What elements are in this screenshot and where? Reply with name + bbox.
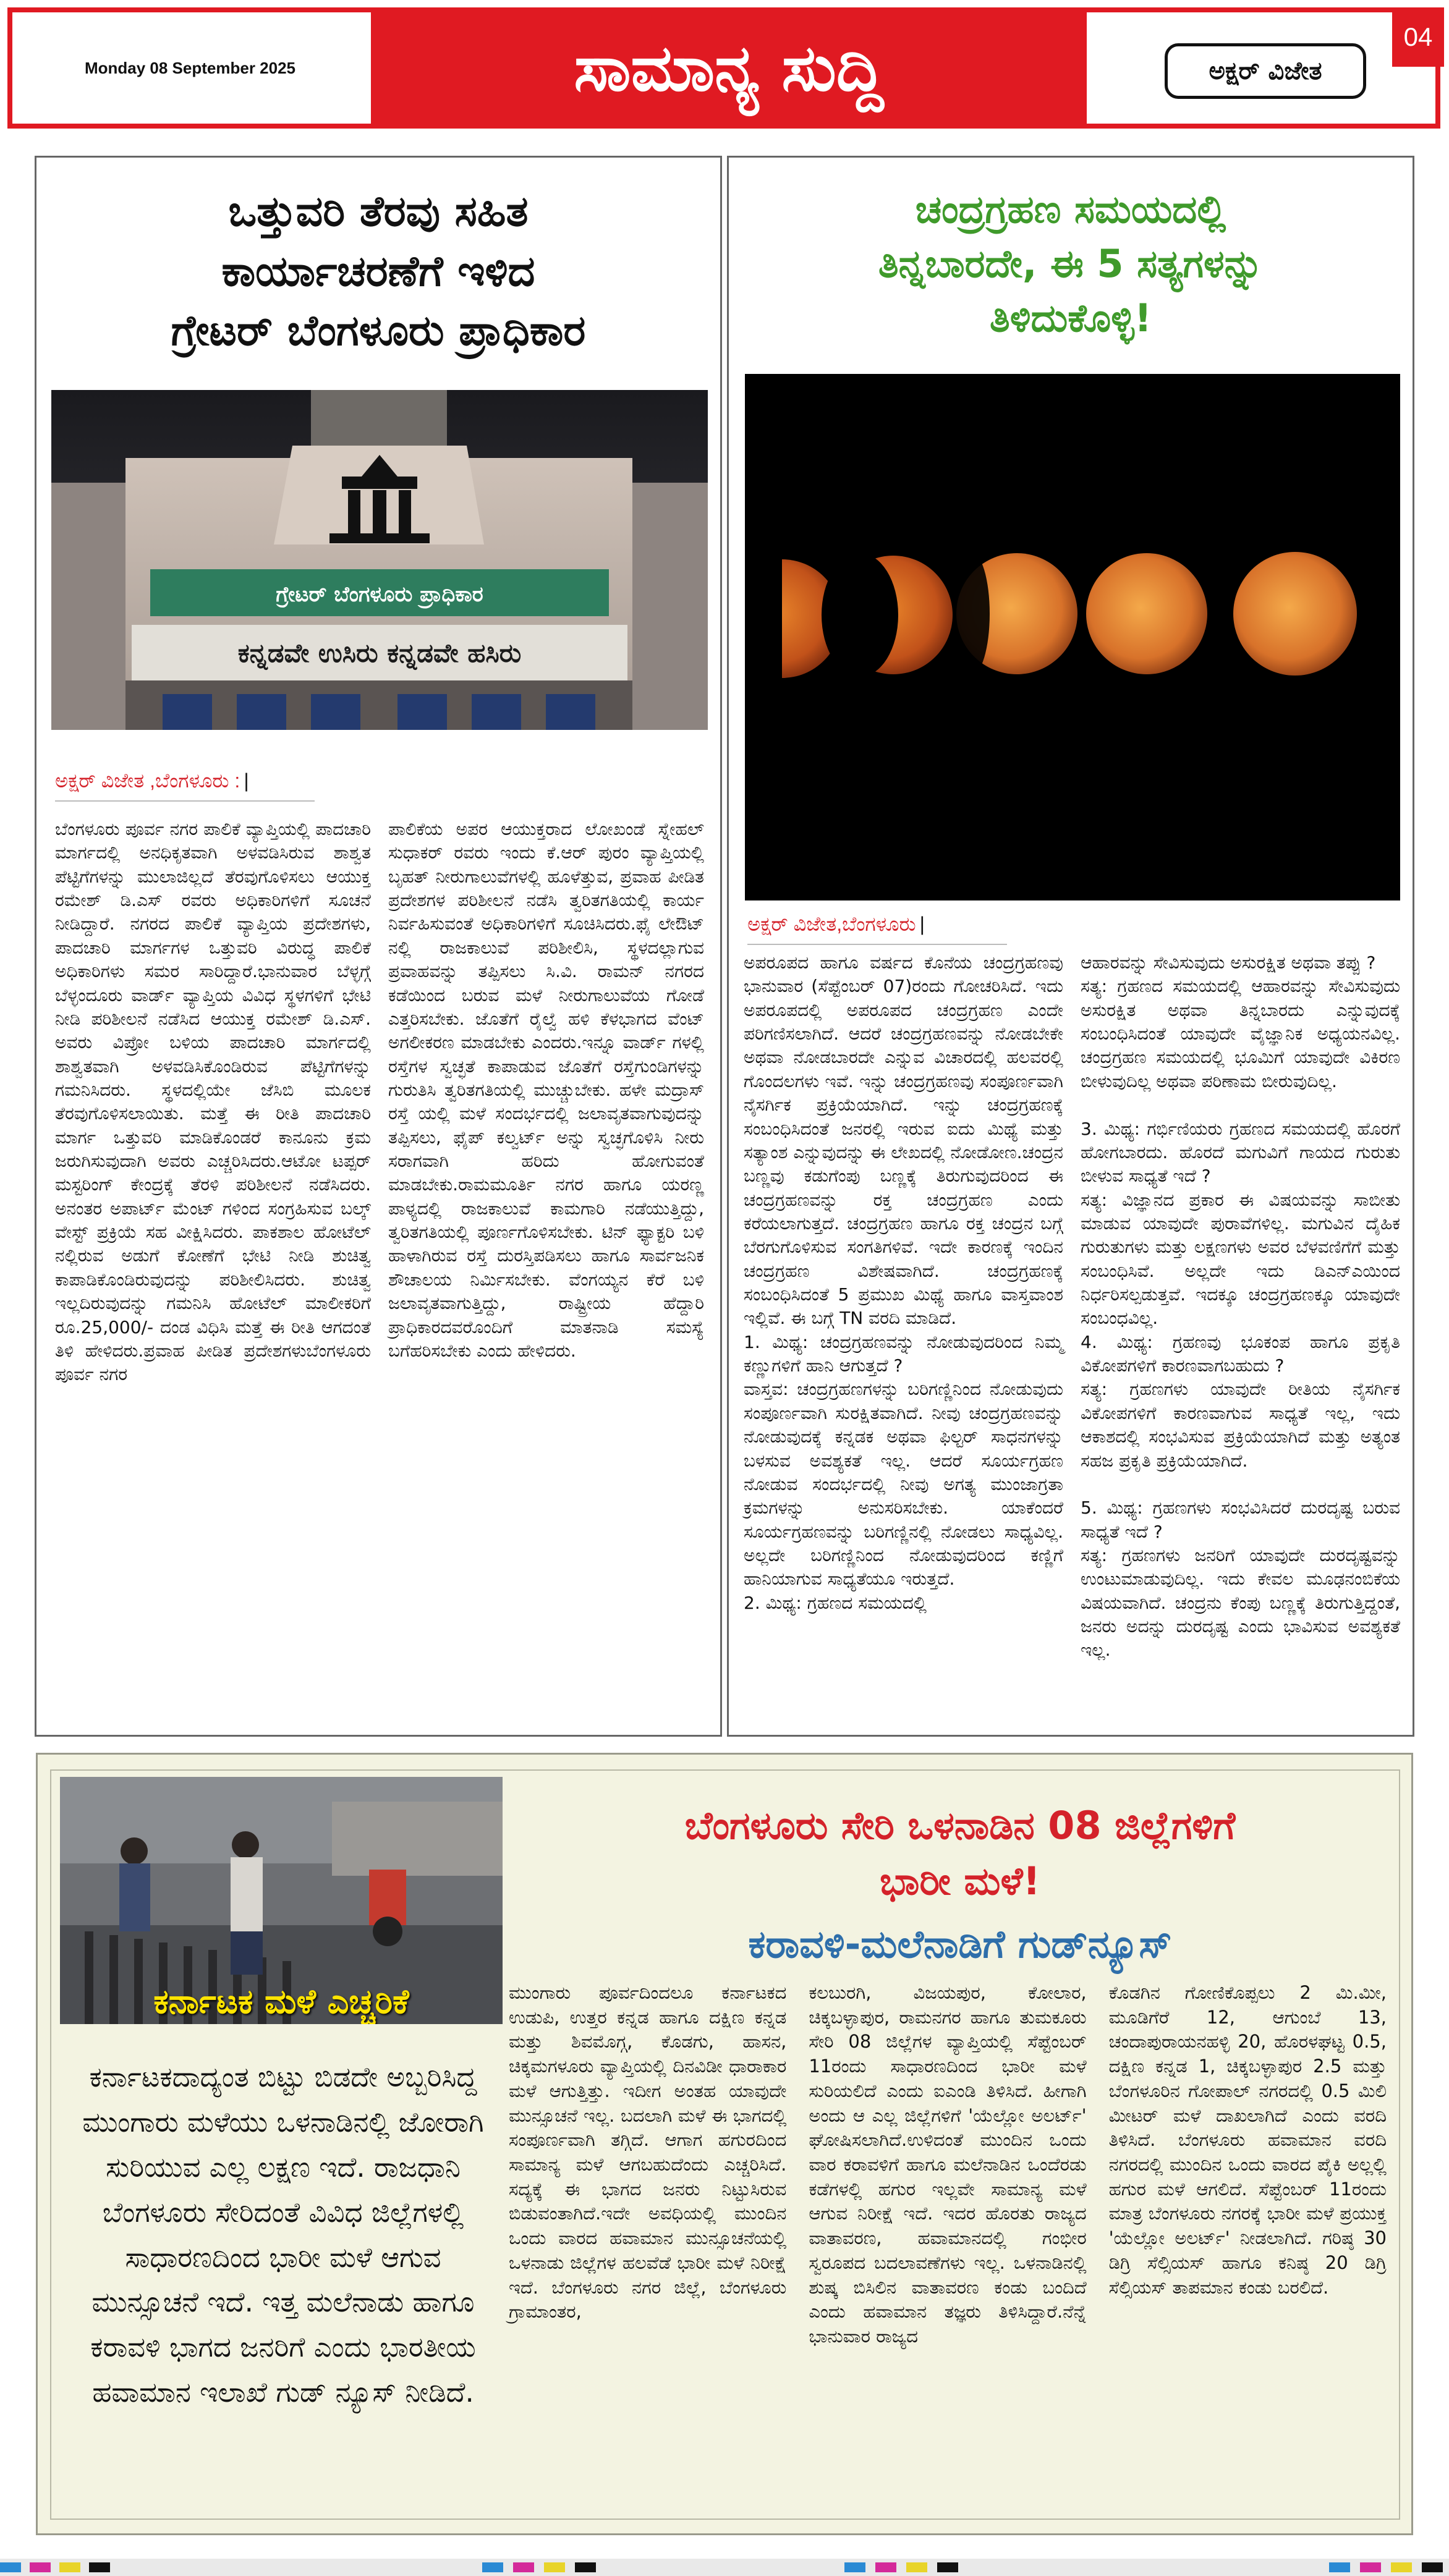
masthead <box>7 7 1440 129</box>
rain-summary: ಕರ್ನಾಟಕದಾದ್ಯಂತ ಬಿಟ್ಟು ಬಿಡದೇ ಅಬ್ಬರಿಸಿದ್ದ ಮುಂಗಾರು ಮಳೆಯು ಒಳನಾಡಿನಲ್ಲಿ ಜೋರಾಗಿ ಸುರಿಯುವ ಎಲ್ಲ ಲಕ್ಷಣ ಇದೆ. ರಾಜಧಾನಿ ಬೆಂಗಳೂರು ಸೇರಿದಂತೆ ವಿವಿಧ ಜಿಲ್ಲೆಗಳಲ್ಲಿ ಸಾಧಾರಣದಿಂದ ಭಾರೀ ಮಳೆ ಆಗುವ ಮುನ್ಸೂಚನೆ ಇದೆ. ಇತ್ತ ಮಲೆನಾಡು ಹಾಗೂ ಕರಾವಳಿ ಭಾಗದ ಜನರಿಗೆ ಎಂದು ಭಾರತೀಯ ಹವಾಮಾನ ಇಲಾಖೆ ಗುಡ್ ನ್ಯೂಸ್ ನೀಡಿದೆ. <box>82 2061 484 2409</box>
body-column-2: ಆಹಾರವನ್ನು ಸೇವಿಸುವುದು ಅಸುರಕ್ಷಿತ ಅಥವಾ ತಪ್ಪು ? ಸತ್ಯ: ಗ್ರಹಣದ ಸಮಯದಲ್ಲಿ ಆಹಾರವನ್ನು ಸೇವಿಸುವುದು ಅಸುರಕ್ಷಿತ ಅಥವಾ ತಿನ್ನಬಾರದು ಎನ್ನುವುದಕ್ಕೆ ಸಂಬಂಧಿಸಿದಂತೆ ಯಾವುದೇ ವೈಜ್ಞಾನಿಕ ಅಧ್ಯಯನವಿಲ್ಲ. ಚಂದ್ರಗ್ರಹಣ ಸಮಯದಲ್ಲಿ ಭೂಮಿಗೆ ಯಾವುದೇ ವಿಕಿರಣ ಬೀಳುವುದಿಲ್ಲ ಅಥವಾ ಪರಿಣಾಮ ಬೀರುವುದಿಲ್ಲ. 3. ಮಿಥ್ಯ: ಗರ್ಭಿಣಿಯರು ಗ್ರಹಣದ ಸಮಯದಲ್ಲಿ ಹೊರಗೆ ಹೋಗಬಾರದು. ಹೊರದೆ ಮಗುವಿಗೆ ಗಾಯದ ಗುರುತು ಬೀಳುವ ಸಾಧ್ಯತೆ ಇದೆ ? ಸತ್ಯ: ವಿಜ್ಞಾನದ ಪ್ರಕಾರ ಈ ವಿಷಯವನ್ನು ಸಾಬೀತು ಮಾಡುವ ಯಾವುದೇ ಪುರಾವೆಗಳಿಲ್ಲ. ಮಗುವಿನ ದೈಹಿಕ ಗುರುತುಗಳು ಮತ್ತು ಲಕ್ಷಣಗಳು ಅವರ ಬೆಳವಣಿಗೆಗೆ ಮತ್ತು ಸಂಬಂಧಿಸಿವೆ. ಅಲ್ಲದೇ ಇದು ಡಿಎನ್ಎಯಿಂದ ನಿರ್ಧರಿಸಲ್ಪಡುತ್ತವೆ. ಇದಕ್ಕೂ ಚಂದ್ರಗ್ರಹಣಕ್ಕೂ ಯಾವುದೇ ಸಂಬಂಧವಿಲ್ಲ. 4. ಮಿಥ್ಯ: ಗ್ರಹಣವು ಭೂಕಂಪ ಹಾಗೂ ಪ್ರಕೃತಿ ವಿಕೋಪಗಳಿಗೆ ಕಾರಣವಾಗಬಹುದು ? ಸತ್ಯ: ಗ್ರಹಣಗಳು ಯಾವುದೇ ರೀತಿಯ ನೈಸರ್ಗಿಕ ವಿಕೋಪಗಳಿಗೆ ಕಾರಣವಾಗುವ ಸಾಧ್ಯತೆ ಇಲ್ಲ, ಇದು ಆಕಾಶದಲ್ಲಿ ಸಂಭವಿಸುವ ಪ್ರಕ್ರಿಯೆಯಾಗಿದೆ ಮತ್ತು ಅತ್ಯಂತ ಸಹಜ ಪ್ರಕೃತಿ ಪ್ರಕ್ರಿಯೆಯಾಗಿದೆ. 5. ಮಿಥ್ಯ: ಗ್ರಹಣಗಳು ಸಂಭವಿಸಿದರೆ ದುರದೃಷ್ಟ ಬರುವ ಸಾಧ್ಯತೆ ಇದೆ ? ಸತ್ಯ: ಗ್ರಹಣಗಳು ಜನರಿಗೆ ಯಾವುದೇ ದುರದೃಷ್ಟವನ್ನು ಉಂಟುಮಾಡುವುದಿಲ್ಲ. ಇದು ಕೇವಲ ಮೂಢನಂಬಿಕೆಯ ವಿಷಯವಾಗಿದೆ. ಚಂದ್ರನು ಕೆಂಪು ಬಣ್ಣಕ್ಕೆ ತಿರುಗುತ್ತಿದ್ದಂತೆ, ಜನರು ಅದನ್ನು ದುರದೃಷ್ಟ ಎಂದು ಭಾವಿಸುವ ಅವಶ್ಯಕತೆ ಇಲ್ಲ. <box>1081 952 1400 1661</box>
article-rain-alert <box>36 1753 1413 2535</box>
rain-street-photo <box>60 1777 503 2024</box>
body-column-2: ಕಲಬುರಗಿ, ವಿಜಯಪುರ, ಕೋಲಾರ, ಚಿಕ್ಕಬಳ್ಳಾಪುರ, ರಾಮನಗರ ಹಾಗೂ ತುಮಕೂರು ಸೇರಿ 08 ಜಿಲ್ಲೆಗಳ ವ್ಯಾಪ್ತಿಯಲ್ಲಿ ಸೆಪ್ಟೆಂಬರ್ 11ರಂದು ಸಾಧಾರಣದಿಂದ ಭಾರೀ ಮಳೆ ಸುರಿಯಲಿದೆ ಎಂದು ಐಎಂಡಿ ತಿಳಿಸಿದೆ. ಹೀಗಾಗಿ ಅಂದು ಆ ಎಲ್ಲ ಜಿಲ್ಲೆಗಳಿಗೆ 'ಯೆಲ್ಲೋ ಅಲರ್ಟ್' ಘೋಷಿಸಲಾಗಿದೆ.ಉಳಿದಂತೆ ಮುಂದಿನ ಒಂದು ವಾರ ಕರಾವಳಿಗೆ ಹಾಗೂ ಮಲೆನಾಡಿನ ಒಂದೆರಡು ಕಡೆಗಳಲ್ಲಿ ಹಗುರ ಇಲ್ಲವೇ ಸಾಮಾನ್ಯ ಮಳೆ ಆಗುವ ನಿರೀಕ್ಷೆ ಇದೆ. ಇದರ ಹೊರತು ರಾಜ್ಯದ ವಾತಾವರಣ, ಹವಾಮಾನದಲ್ಲಿ ಗಂಭೀರ ಸ್ವರೂಪದ ಬದಲಾವಣೆಗಳು ಇಲ್ಲ. ಒಳನಾಡಿನಲ್ಲಿ ಶುಷ್ಕ ಬಿಸಿಲಿನ ವಾತಾವರಣ ಕಂಡು ಬಂದಿದೆ ಎಂದು ಹವಾಮಾನ ತಜ್ಞರು ತಿಳಿಸಿದ್ದಾರೆ.ನೆನ್ನೆ ಭಾನುವಾರ ರಾಜ್ಯದ <box>809 1982 1087 2347</box>
article-inner-frame <box>50 1769 1400 2520</box>
body-column-1: ಅಪರೂಪದ ಹಾಗೂ ವರ್ಷದ ಕೊನೆಯ ಚಂದ್ರಗ್ರಹಣವು ಭಾನುವಾರ (ಸೆಪ್ಟೆಂಬರ್ 07)ರಂದು ಗೋಚರಿಸಿದೆ. ಇದು ಅಪರೂಪದಲ್ಲಿ ಅಪರೂಪದ ಚಂದ್ರಗ್ರಹಣ ಎಂದೇ ಪರಿಗಣಿಸಲಾಗಿದೆ. ಆದರೆ ಚಂದ್ರಗ್ರಹಣವನ್ನು ನೋಡಬೇಕೇ ಅಥವಾ ನೋಡಬಾರದೇ ಎನ್ನುವ ವಿಚಾರದಲ್ಲಿ ಹಲವರಲ್ಲಿ ಗೊಂದಲಗಳು ಇವೆ. ಇನ್ನು ಚಂದ್ರಗ್ರಹಣವು ಸಂಪೂರ್ಣವಾಗಿ ನೈಸರ್ಗಿಕ ಪ್ರಕ್ರಿಯೆಯಾಗಿದೆ. ಇನ್ನು ಚಂದ್ರಗ್ರಹಣಕ್ಕೆ ಸಂಬಂಧಿಸಿದಂತೆ ಜನರಲ್ಲಿ ಇರುವ ಐದು ಮಿಥ್ಯೆ ಮತ್ತು ಸತ್ಯಾಂಶ ಎನ್ನುವುದನ್ನು ಈ ಲೇಖದಲ್ಲಿ ನೋಡೋಣ.ಚಂದ್ರನ ಬಣ್ಣವು ಕಡುಗೆಂಪು ಬಣ್ಣಕ್ಕೆ ತಿರುಗುವುದರಿಂದ ಈ ಚಂದ್ರಗ್ರಹಣವನ್ನು ರಕ್ತ ಚಂದ್ರಗ್ರಹಣ ಎಂದು ಕರೆಯಲಾಗುತ್ತದೆ. ಚಂದ್ರಗ್ರಹಣ ಹಾಗೂ ರಕ್ತ ಚಂದ್ರನ ಬಗ್ಗೆ ಬೆರಗುಗೊಳಿಸುವ ಸಂಗತಿಗಳಿವೆ. ಇದೇ ಕಾರಣಕ್ಕೆ ಇಂದಿನ ಚಂದ್ರಗ್ರಹಣ ವಿಶೇಷವಾಗಿದೆ. ಚಂದ್ರಗ್ರಹಣಕ್ಕೆ ಸಂಬಂಧಿಸಿದಂತೆ 5 ಪ್ರಮುಖ ಮಿಥ್ಯೆ ಹಾಗೂ ವಾಸ್ತವಾಂಶ ಇಲ್ಲಿವೆ. ಈ ಬಗ್ಗೆ TN ವರದಿ ಮಾಡಿದೆ. 1. ಮಿಥ್ಯ: ಚಂದ್ರಗ್ರಹಣವನ್ನು ನೋಡುವುದರಿಂದ ನಿಮ್ಮ ಕಣ್ಣುಗಳಿಗೆ ಹಾನಿ ಆಗುತ್ತದೆ ? ವಾಸ್ತವ: ಚಂದ್ರಗ್ರಹಣಗಳನ್ನು ಬರಿಗಣ್ಣಿನಿಂದ ನೋಡುವುದು ಸಂಪೂರ್ಣವಾಗಿ ಸುರಕ್ಷಿತವಾಗಿದೆ. ನೀವು ಚಂದ್ರಗ್ರಹಣವನ್ನು ನೋಡುವುದಕ್ಕೆ ಕನ್ನಡಕ ಅಥವಾ ಫಿಲ್ಟರ್ ಸಾಧನಗಳನ್ನು ಬಳಸುವ ಅವಶ್ಯಕತೆ ಇಲ್ಲ. ಆದರೆ ಸೂರ್ಯಗ್ರಹಣ ನೋಡುವ ಸಂದರ್ಭದಲ್ಲಿ ನೀವು ಅಗತ್ಯ ಮುಂಜಾಗ್ರತಾ ಕ್ರಮಗಳನ್ನು ಅನುಸರಿಸಬೇಕು. ಯಾಕೆಂದರೆ ಸೂರ್ಯಗ್ರಹಣವನ್ನು ಬರಿಗಣ್ಣಿನಲ್ಲಿ ನೋಡಲು ಸಾಧ್ಯವಿಲ್ಲ. ಅಲ್ಲದೇ ಬರಿಗಣ್ಣಿನಿಂದ ನೋಡುವುದರಿಂದ ಕಣ್ಣಿಗೆ ಹಾನಿಯಾಗುವ ಸಾಧ್ಯತೆಯೂ ಇರುತ್ತದೆ. 2. ಮಿಥ್ಯ: ಗ್ರಹಣದ ಸಮಯದಲ್ಲಿ <box>744 952 1063 1613</box>
sign-line-1: ಗ್ರೇಟರ್ ಬೆಂಗಳೂರು ಪ್ರಾಧಿಕಾರ <box>276 582 483 607</box>
page-number: 04 <box>1392 7 1444 67</box>
issue-date: Monday 08 September 2025 <box>84 58 296 77</box>
body-column-3: ಕೊಡಗಿನ ಗೋಣಿಕೊಪ್ಪಲು 2 ಮಿ.ಮೀ, ಮೂಡಿಗೆರೆ 12, ಆಗುಂಬೆ 13, ಚಂದಾಪುರಾಯನಹಳ್ಳಿ 20, ಹೊರಳಘಟ್ಟ 0.5, ದಕ್ಷಿಣ ಕನ್ನಡ 1, ಚಿಕ್ಕಬಳ್ಳಾಪುರ 2.5 ಮತ್ತು ಬೆಂಗಳೂರಿನ ಗೋಪಾಲ್ ನಗರದಲ್ಲಿ 0.5 ಮಿಲಿ ಮೀಟರ್ ಮಳೆ ದಾಖಲಾಗಿದೆ ಎಂದು ವರದಿ ತಿಳಿಸಿದೆ. ಬೆಂಗಳೂರು ಹವಾಮಾನ ವರದಿ ನಗರದಲ್ಲಿ ಮುಂದಿನ ಒಂದು ವಾರದ ಪೈಕಿ ಅಲ್ಲಲ್ಲಿ ಹಗುರ ಮಳೆ ಆಗಲಿದೆ. ಸೆಪ್ಟೆಂಬರ್ 11ರಂದು ಮಾತ್ರ ಬೆಂಗಳೂರು ನಗರಕ್ಕೆ ಭಾರೀ ಮಳೆ ಪ್ರಯುಕ್ತ 'ಯೆಲ್ಲೋ ಅಲರ್ಟ್' ನೀಡಲಾಗಿದೆ. ಗರಿಷ್ಠ 30 ಡಿಗ್ರಿ ಸೆಲ್ಸಿಯಸ್ ಹಾಗೂ ಕನಿಷ್ಠ 20 ಡಿಗ್ರಿ ಸೆಲ್ಸಿಯಸ್ ತಾಪಮಾನ ಕಂಡು ಬರಲಿದೆ. <box>1108 1982 1387 2298</box>
article-byline: ಅಕ್ಷರ್ ವಿಜೇತ ,ಬೆಂಗಳೂರು : | <box>55 769 249 792</box>
article-headline: ಒತ್ತುವರಿ ತೆರವು ಸಹಿತ ಕಾರ್ಯಾಚರಣೆಗೆ ಇಳಿದ ಗ್ರೇಟರ್ ಬೆಂಗಳೂರು ಪ್ರಾಧಿಕಾರ <box>171 187 586 356</box>
image-caption: ಕರ್ನಾಟಕ ಮಳೆ ಎಚ್ಚರಿಕೆ <box>153 1982 409 2021</box>
rain-headline <box>533 1798 1387 1909</box>
article-body <box>744 951 1400 1663</box>
article-lunar-eclipse <box>727 156 1414 1737</box>
rain-headline-line-2: ಭಾರೀ ಮಳೆ! <box>880 1858 1040 1904</box>
newspaper-title: ಸಾಮಾನ್ಯ ಸುದ್ದಿ <box>371 12 1087 124</box>
byline-rule <box>747 944 1007 945</box>
print-registration-marks <box>0 2559 1449 2576</box>
rain-headline-line-1: ಬೆಂಗಳೂರು ಸೇರಿ ಒಳನಾಡಿನ 08 ಜಿಲ್ಲೆಗಳಿಗೆ <box>684 1803 1236 1848</box>
body-column-1: ಬೆಂಗಳೂರು ಪೂರ್ವ ನಗರ ಪಾಲಿಕೆ ವ್ಯಾಪ್ತಿಯಲ್ಲಿ ಪಾದಚಾರಿ ಮಾರ್ಗದಲ್ಲಿ ಅನಧಿಕೃತವಾಗಿ ಅಳವಡಿಸಿರುವ ಶಾಶ್ವತ ಪೆಟ್ಟಿಗೆಗಳನ್ನು ಮುಲಾಜಿಲ್ಲದೆ ತೆರವುಗೊಳಿಸಲು ಆಯುಕ್ತ ರಮೇಶ್ ಡಿ.ಎಸ್ ರವರು ಅಧಿಕಾರಿಗಳಿಗೆ ಸೂಚನೆ ನೀಡಿದ್ದಾರೆ. ನಗರದ ಪಾಲಿಕೆ ವ್ಯಾಪ್ತಿಯ ಪ್ರದೇಶಗಳು, ಪಾದಚಾರಿ ಮಾರ್ಗಗಳ ಒತ್ತುವರಿ ವಿರುದ್ಧ ಪಾಲಿಕೆ ಅಧಿಕಾರಿಗಳು ಸಮರ ಸಾರಿದ್ದಾರೆ.ಭಾನುವಾರ ಬೆಳ್ಳಗ್ಗೆ ಬೆಳ್ಳಂದೂರು ವಾರ್ಡ್ ವ್ಯಾಪ್ತಿಯ ವಿವಿಧ ಸ್ಥಳಗಳಿಗೆ ಭೇಟಿ ನೀಡಿ ಪರಿಶೀಲನೆ ನಡೆಸಿದ ಆಯುಕ್ತ ರಮೇಶ್ ಡಿ.ಎಸ್. ಅವರು ವಿಪ್ರೋ ಬಳಿಯ ಪಾದಚಾರಿ ಮಾರ್ಗದಲ್ಲಿ ಶಾಶ್ವತವಾಗಿ ಅಳವಡಿಸಿಕೊಂಡಿರುವ ಪೆಟ್ಟಿಗೆಗಳನ್ನು ಗಮನಿಸಿದರು. ಸ್ಥಳದಲ್ಲಿಯೇ ಜೆಸಿಬಿ ಮೂಲಕ ತೆರವುಗೊಳಿಸಲಾಯಿತು. ಮತ್ತೆ ಈ ರೀತಿ ಪಾದಚಾರಿ ಮಾರ್ಗ ಒತ್ತುವರಿ ಮಾಡಿಕೊಂಡರೆ ಕಾನೂನು ಕ್ರಮ ಜರುಗಿಸುವುದಾಗಿ ಅವರು ಎಚ್ಚರಿಸಿದರು.ಆಟೋ ಟಪ್ಪರ್ ಮಸ್ಟರಿಂಗ್ ಕೇಂದ್ರಕ್ಕೆ ತೆರಳಿ ಪರಿಶೀಲನೆ ನಡೆಸಿದರು. ಅನಂತರ ಅಪಾರ್ಟ್ ಮೆಂಟ್ ಗಳಿಂದ ಸಂಗ್ರಹಿಸುವ ಬಲ್ಕ್ ವೇಸ್ಟ್ ಪ್ರಕ್ರಿಯೆ ಸಹ ವೀಕ್ಷಿಸಿದರು. ಪಾಕಶಾಲ ಹೋಟೆಲ್ ನಲ್ಲಿರುವ ಅಡುಗೆ ಕೋಣೆಗೆ ಭೇಟಿ ನೀಡಿ ಶುಚಿತ್ವ ಕಾಪಾಡಿಕೊಂಡಿರುವುದನ್ನು ಪರಿಶೀಲಿಸಿದರು. ಶುಚಿತ್ವ ಇಲ್ಲದಿರುವುದನ್ನು ಗಮನಿಸಿ ಹೋಟೆಲ್ ಮಾಲೀಕರಿಗೆ ರೂ.25,000/- ದಂಡ ವಿಧಿಸಿ ಮತ್ತೆ ಈ ರೀತಿ ಆಗದಂತೆ ತಿಳಿ ಹೇಳಿದರು.ಪ್ರವಾಹ ಪೀಡಿತ ಪ್ರದೇಶಗಳುಬೆಂಗಳೂರು ಪೂರ್ವ ನಗರ <box>55 819 371 1385</box>
article-headline: ಚಂದ್ರಗ್ರಹಣ ಸಮಯದಲ್ಲಿ ತಿನ್ನಬಾರದೇ, ಈ 5 ಸತ್ಯಗಳನ್ನು ತಿಳಿದುಕೊಳ್ಳಿ! <box>878 187 1264 341</box>
eclipse-phases-photo <box>745 374 1400 900</box>
article-encroachment <box>35 156 722 1737</box>
rain-subheadline: ಕರಾವಳಿ-ಮಲೆನಾಡಿಗೆ ಗುಡ್‌ನ್ಯೂಸ್ <box>748 1921 1172 1967</box>
sign-line-2: ಕನ್ನಡವೇ ಉಸಿರು ಕನ್ನಡವೇ ಹಸಿರು <box>237 638 522 668</box>
article-body <box>55 818 704 1387</box>
rain-body <box>509 1981 1387 2349</box>
brand-badge: ಅಕ್ಷರ್ ವಿಜೇತ <box>1165 43 1366 99</box>
byline-rule <box>55 800 315 802</box>
body-column-1: ಮುಂಗಾರು ಪೂರ್ವದಿಂದಲೂ ಕರ್ನಾಟಕದ ಉಡುಪಿ, ಉತ್ತರ ಕನ್ನಡ ಹಾಗೂ ದಕ್ಷಿಣ ಕನ್ನಡ ಮತ್ತು ಶಿವಮೊಗ್ಗ, ಕೊಡಗು, ಹಾಸನ, ಚಿಕ್ಕಮಗಳೂರು ವ್ಯಾಪ್ತಿಯಲ್ಲಿ ದಿನವಿಡೀ ಧಾರಾಕಾರ ಮಳೆ ಆಗುತ್ತಿತ್ತು. ಇದೀಗ ಅಂತಹ ಯಾವುದೇ ಮುನ್ಸೂಚನೆ ಇಲ್ಲ. ಬದಲಾಗಿ ಮಳೆ ಈ ಭಾಗದಲ್ಲಿ ಸಂಪೂರ್ಣವಾಗಿ ತಗ್ಗಿದೆ. ಆಗಾಗ ಹಗುರದಿಂದ ಸಾಮಾನ್ಯ ಮಳೆ ಆಗಬಹುದೆಂದು ಎಚ್ಚರಿಸಿದೆ. ಸದ್ಯಕ್ಕೆ ಈ ಭಾಗದ ಜನರು ನಿಟ್ಟುಸಿರುವ ಬಿಡುವಂತಾಗಿದೆ.ಇದೇ ಅವಧಿಯಲ್ಲಿ ಮುಂದಿನ ಒಂದು ವಾರದ ಹವಾಮಾನ ಮುನ್ಸೂಚನೆಯಲ್ಲಿ ಒಳನಾಡು ಜಿಲ್ಲೆಗಳ ಹಲವೆಡೆ ಭಾರೀ ಮಳೆ ನಿರೀಕ್ಷೆ ಇದೆ. ಬೆಂಗಳೂರು ನಗರ ಜಿಲ್ಲೆ, ಬೆಂಗಳೂರು ಗ್ರಾಮಾಂತರ, <box>509 1982 787 2323</box>
authority-building-photo <box>51 390 708 730</box>
article-byline: ಅಕ್ಷರ್ ವಿಜೇತ,ಬೆಂಗಳೂರು | <box>747 913 925 935</box>
body-column-2: ಪಾಲಿಕೆಯ ಅಪರ ಆಯುಕ್ತರಾದ ಲೋಖಂಡೆ ಸ್ನೇಹಲ್ ಸುಧಾಕರ್ ರವರು ಇಂದು ಕೆ.ಆರ್ ಪುರಂ ವ್ಯಾಪ್ತಿಯಲ್ಲಿ ಬೃಹತ್ ನೀರುಗಾಲುವೆಗಳಲ್ಲಿ ಹೂಳೆತ್ತುವ, ಪ್ರವಾಹ ಪೀಡಿತ ಪ್ರದೇಶಗಳ ಪರಿಶೀಲನೆ ನಡೆಸಿ ತ್ವರಿತಗತಿಯಲ್ಲಿ ಕಾರ್ಯ ನಿರ್ವಹಿಸುವಂತೆ ಅಧಿಕಾರಿಗಳಿಗೆ ಸೂಚಿಸಿದರು.ಫೈ ಲೇಔಟ್ ನಲ್ಲಿ ರಾಜಕಾಲುವೆ ಪರಿಶೀಲಿಸಿ, ಸ್ಥಳದಲ್ಲಾಗುವ ಪ್ರವಾಹವನ್ನು ತಪ್ಪಿಸಲು ಸಿ.ವಿ. ರಾಮನ್ ನಗರದ ಕಡೆಯಿಂದ ಬರುವ ಮಳೆ ನೀರುಗಾಲುವೆಯ ಗೋಡೆ ಎತ್ತರಿಸಬೇಕು. ಜೊತೆಗೆ ರೈಲ್ವೆ ಹಳಿ ಕೆಳಭಾಗದ ವೆಂಟ್ ಅಗಲೀಕರಣ ಮಾಡಬೇಕು ಎಂದರು.ಇನ್ನೂ ವಾರ್ಡ್ ಗಳಲ್ಲಿ ರಸ್ತೆಗಳ ಸ್ವಚ್ಛತೆ ಕಾಪಾಡುವ ಜೊತೆಗೆ ರಸ್ತೆಗುಂಡಿಗಳನ್ನು ಗುರುತಿಸಿ ತ್ವರಿತಗತಿಯಲ್ಲಿ ಮುಚ್ಚುಬೇಕು. ಹಳೇ ಮದ್ರಾಸ್ ರಸ್ತೆ ಯಲ್ಲಿ ಮಳೆ ಸಂದರ್ಭದಲ್ಲಿ ಜಲಾವೃತವಾಗುವುದನ್ನು ತಪ್ಪಿಸಲು, ಫೈಪ್ ಕಲ್ವರ್ಟ್ ಅನ್ನು ಸ್ವಚ್ಛಗೊಳಿಸಿ ನೀರು ಸರಾಗವಾಗಿ ಹರಿದು ಹೋಗುವಂತೆ ಮಾಡಬೇಕು.ರಾಮಮೂರ್ತಿ ನಗರ ಹಾಗೂ ಯರಣ್ಣ ಪಾಳ್ಯದಲ್ಲಿ ರಾಜಕಾಲುವೆ ಕಾಮಗಾರಿ ನಡೆಯುತ್ತಿದ್ದು, ತ್ವರಿತಗತಿಯಲ್ಲಿ ಪೂರ್ಣಗೊಳಿಸಬೇಕು. ಟಿನ್ ಫ್ಯಾಕ್ಟರಿ ಬಳಿ ಹಾಳಾಗಿರುವ ರಸ್ತೆ ದುರಸ್ತಿಪಡಿಸಲು ಹಾಗೂ ಸಾರ್ವಜನಿಕ ಶೌಚಾಲಯ ನಿರ್ಮಿಸಬೇಕು. ವೆಂಗಯ್ಯನ ಕೆರೆ ಬಳಿ ಜಲಾವೃತವಾಗುತ್ತಿದ್ದು, ರಾಷ್ಟ್ರೀಯ ಹೆದ್ದಾರಿ ಪ್ರಾಧಿಕಾರದವರೊಂದಿಗೆ ಮಾತನಾಡಿ ಸಮಸ್ಯೆ ಬಗೆಹರಿಸಬೇಕು ಎಂದು ಹೇಳಿದರು. <box>388 819 704 1361</box>
